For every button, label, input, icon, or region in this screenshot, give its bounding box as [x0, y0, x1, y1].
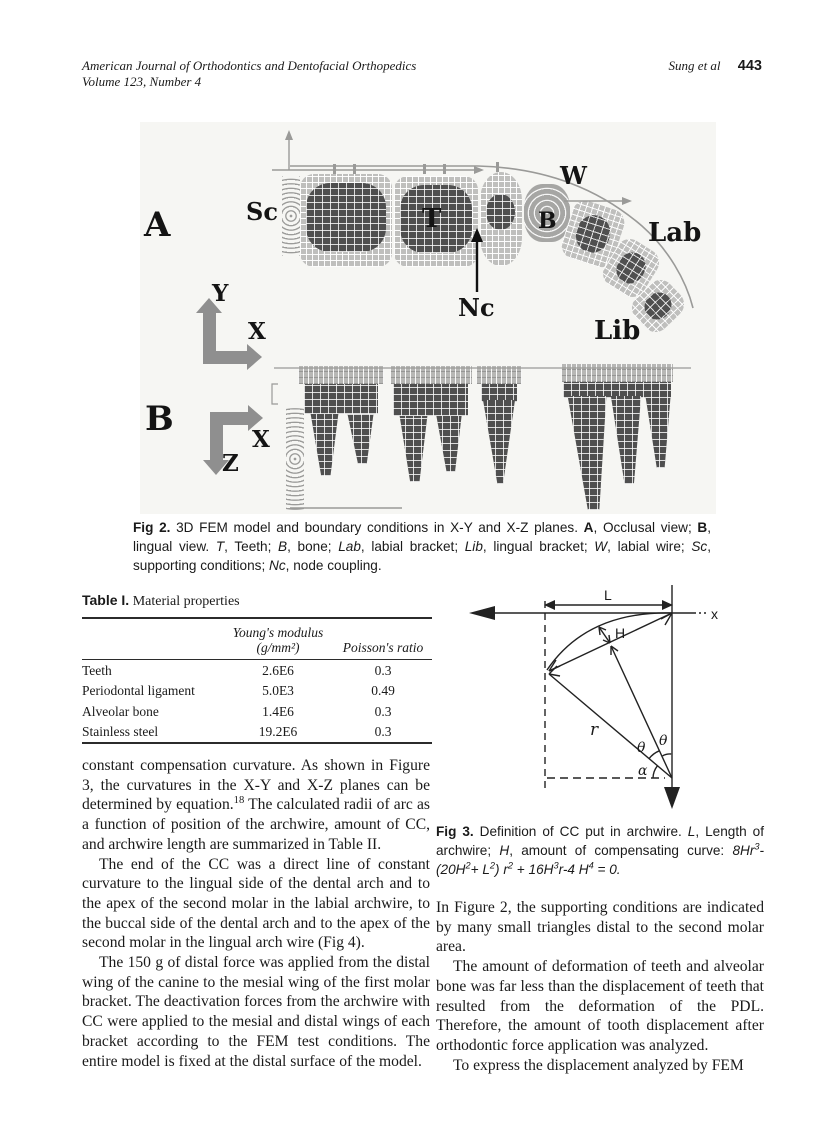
running-head — [669, 58, 762, 74]
axis-y-label: Y — [212, 280, 229, 307]
left-column — [82, 756, 430, 1071]
journal-volume: Volume 123, Number 4 — [82, 74, 202, 89]
paragraph: The amount of deformation of teeth and alveolar bone was far less than the displacement of teeth that resulted from the deformation of the PDL. Therefore, the amount of tooth displacement after orthodontic force application was analyzed. — [436, 958, 764, 1054]
theta-1-label: θ — [637, 740, 646, 756]
paragraph: The 150 g of distal force was applied from the distal wing of the canine to the mesial wing of the first molar bracket. The deactivation forces from the archwire with CC were applied to the mesial and distal wings of each bracket according to the FEM test conditions. The entire model is fixed at the distal surface of the model. — [82, 954, 430, 1070]
journal-header — [82, 58, 416, 90]
journal-title: American Journal of Orthodontics and Dentofacial Orthopedics — [82, 58, 417, 73]
alpha-label: α — [638, 763, 648, 779]
axis-a-horizontal — [203, 351, 247, 364]
col-header-youngs-modulus: Young's modulus (g/mm²) — [222, 618, 334, 660]
radius-label: r — [590, 720, 599, 740]
axis-x-top-label: X — [248, 318, 266, 345]
sc-label: Sc — [246, 197, 278, 226]
figure-2-caption: Fig 2. 3D FEM model and boundary conditions in X-Y and X-Z planes. A, Occlusal view; B, lingual view. T, Teeth; B, bone; Lab, labial bracket; Lib, lingual bracket; W, labial wire; Sc, supporting conditions; Nc, node coupling. — [133, 520, 712, 573]
node-coupling-label: Nc — [458, 293, 495, 322]
paragraph: To express the displacement analyzed by FEM — [453, 1056, 744, 1074]
page-number: 443 — [737, 58, 762, 74]
right-column — [436, 898, 764, 1075]
table-row: Teeth 2.6E6 0.3 — [82, 662, 392, 678]
wire-label: W — [560, 161, 587, 190]
axis-x-bottom-label: X — [252, 426, 270, 453]
table-1-title — [82, 592, 432, 610]
table-1-label: Table I. — [82, 592, 130, 608]
table-row: Stainless steel 19.2E6 0.3 — [82, 724, 392, 739]
material-properties-table — [82, 617, 432, 744]
table-row: Periodontal ligament 5.0E3 0.49 — [82, 683, 395, 698]
panel-a-label: A — [144, 205, 171, 245]
paragraph: constant compensation curvature. As shown in Figure 3, the curvatures in the X-Y and X-Z planes can be determined by equation.$^{18}$ The calculated radii of arc as a function of position of the archwire, amount of CC, and archwire length are summarized in Table II. — [82, 757, 430, 853]
theta-2-label: θ — [659, 733, 668, 749]
col-header-blank — [82, 618, 222, 660]
labial-bracket-label: Lab — [648, 218, 702, 248]
x-axis-label: x — [711, 606, 718, 622]
paragraph: The end of the CC was a direct line of constant curvature to the lingual side of the dental arch and to the apex of the second molar in the labial archwire, to the buccal side of the dental arch and to the apex of the second molar in the lingual arch wire (Fig 4). — [82, 855, 430, 952]
panel-b-label: B — [145, 399, 174, 439]
teeth-label: T — [422, 204, 442, 234]
table-1-title-text: Material properties — [132, 594, 240, 609]
table-row: Alveolar bone 1.4E6 0.3 — [82, 703, 392, 719]
height-label: H — [615, 625, 626, 641]
axis-a-right-arrow-icon — [247, 344, 262, 370]
length-label: L — [604, 587, 612, 603]
table-1 — [82, 592, 432, 744]
lingual-bracket-label: Lib — [594, 316, 641, 346]
author-name: Sung et al — [668, 58, 721, 73]
figure-3-caption: Fig 3. Definition of CC put in archwire. L, Length of archwire; H, amount of compensating curve: $8Hr^3-(20H^2+ L^2) r^2 + 16H^3r-4$ $H^4 = 0$. — [436, 824, 765, 877]
paragraph: In Figure 2, the supporting conditions are indicated by many small triangles distal to the second molar area. — [436, 899, 764, 956]
axis-z-label: Z — [222, 450, 239, 477]
bone-label: B — [538, 208, 557, 234]
col-header-poissons-ratio: Poisson's ratio — [334, 618, 432, 660]
figure-3-diagram — [437, 583, 763, 813]
figure-2-image — [140, 122, 716, 514]
